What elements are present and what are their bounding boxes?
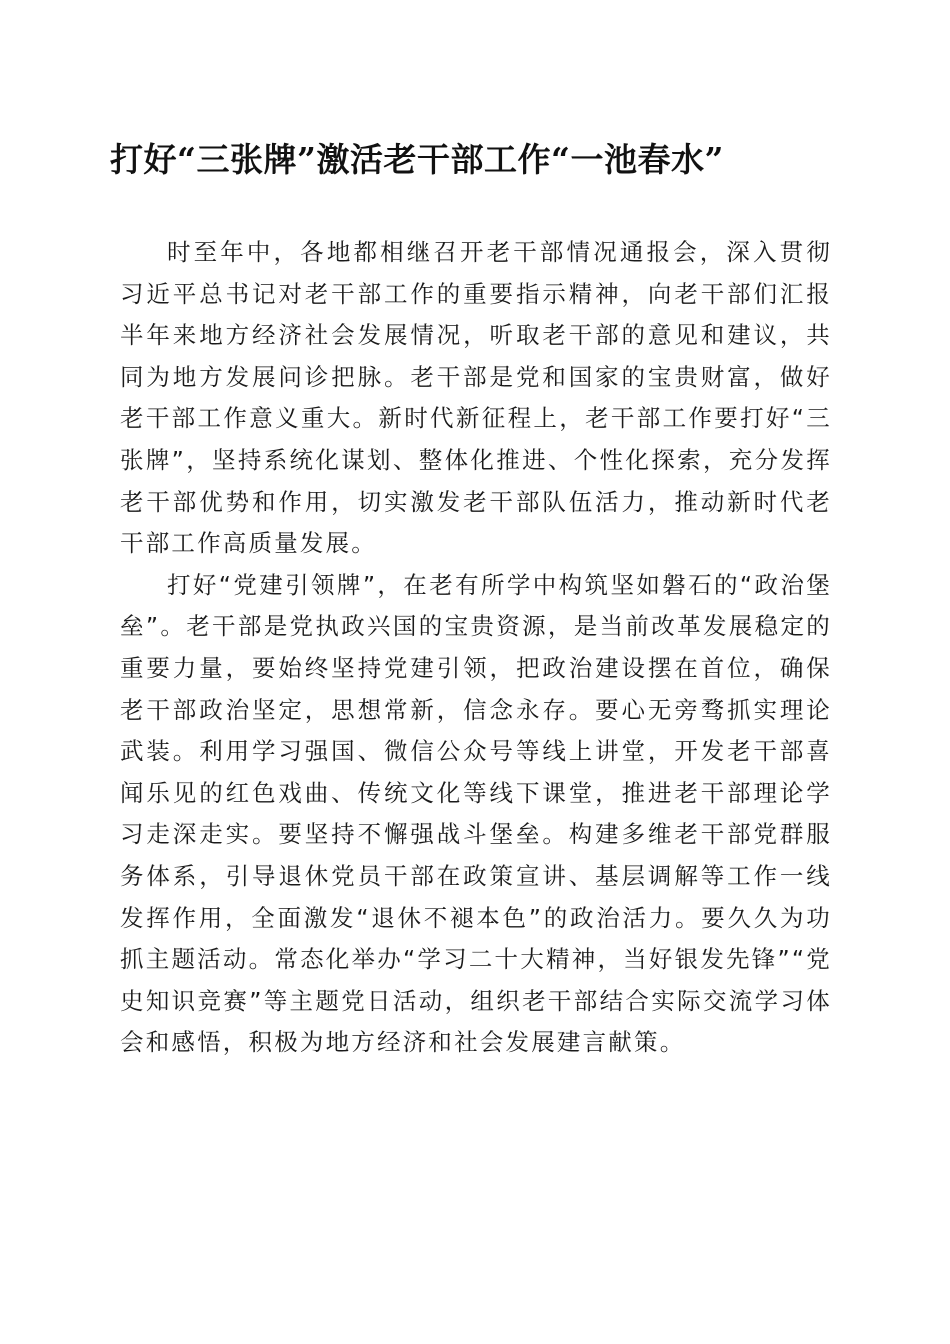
document-title: 打好“三张牌”激活老干部工作“一池春水” <box>110 140 724 179</box>
paragraph-intro: 时至年中，各地都相继召开老干部情况通报会，深入贯彻习近平总书记对老干部工作的重要指示精神，向老干部们汇报半年来地方经济社会发展情况，听取老干部的意见和建议，共同为地方发展问诊把脉。老干部是党和国家的宝贵财富，做好老干部工作意义重大。新时代新征程上，老干部工作要打好“三张牌”，坚持系统化谋划、整体化推进、个性化探索，充分发挥老干部优势和作用，切实激发老干部队伍活力，推动新时代老干部工作高质量发展。 <box>120 238 832 558</box>
document-body <box>120 232 832 1064</box>
paragraph-party-building: 打好“党建引领牌”，在老有所学中构筑坚如磐石的“政治堡垒”。老干部是党执政兴国的宝贵资源，是当前改革发展稳定的重要力量，要始终坚持党建引领，把政治建设摆在首位，确保老干部政治坚定，思想常新，信念永存。要心无旁骛抓实理论武装。利用学习强国、微信公众号等线上讲堂，开发老干部喜闻乐见的红色戏曲、传统文化等线下课堂，推进老干部理论学习走深走实。要坚持不懈强战斗堡垒。构建多维老干部党群服务体系，引导退休党员干部在政策宣讲、基层调解等工作一线发挥作用，全面激发“退休不褪本色”的政治活力。要久久为功抓主题活动。常态化举办“学习二十大精神，当好银发先锋”“党史知识竞赛”等主题党日活动，组织老干部结合实际交流学习体会和感悟，积极为地方经济和社会发展建言献策。 <box>120 570 832 1057</box>
